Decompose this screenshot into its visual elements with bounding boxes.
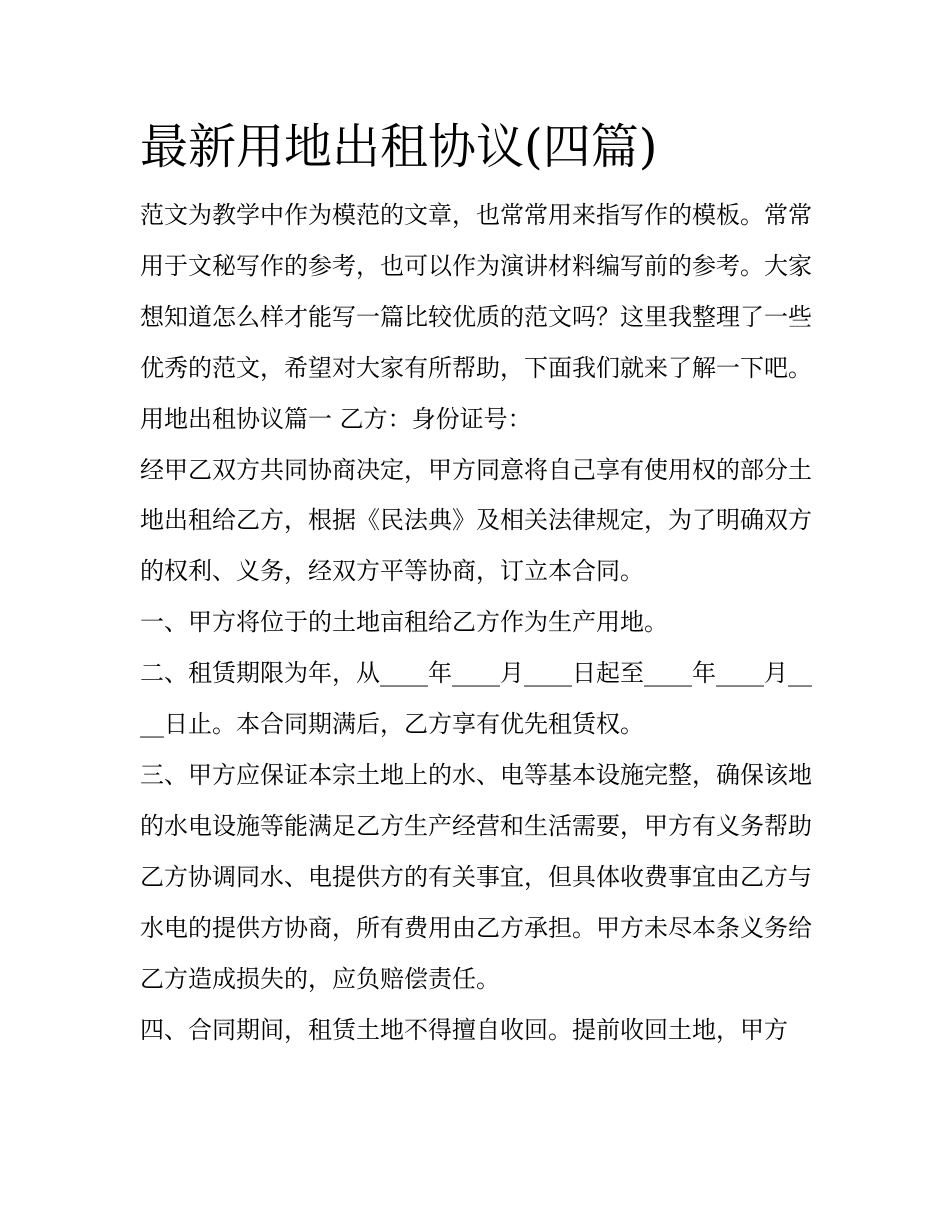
clause-1-paragraph: 一、甲方将位于的土地亩租给乙方作为生产用地。	[140, 608, 668, 637]
agreement-heading-paragraph: 用地出租协议篇一 乙方：身份证号：	[140, 404, 532, 433]
intro-paragraph: 范文为教学中作为模范的文章，也常常用来指写作的模板。常常用于文秘写作的参考，也可以作为演讲材料编写前的参考。大家想知道怎么样才能写一篇比较优质的范文吗？这里我整理了一些优秀的范文，希望对大家有所帮助，下面我们就来了解一下吧。	[140, 201, 812, 382]
document-body	[140, 190, 812, 1055]
clause-4-paragraph: 四、合同期间，租赁土地不得擅自收回。提前收回土地，甲方	[140, 1015, 788, 1044]
clause-2-paragraph: 二、租赁期限为年，从____年____月____日起至____年____月____日止。本合同期满后，乙方享有优先租赁权。	[140, 659, 812, 739]
preamble-paragraph: 经甲乙双方共同协商决定，甲方同意将自己享有使用权的部分土地出租给乙方，根据《民法典》及相关法律规定，为了明确双方的权利、义务，经双方平等协商，订立本合同。	[140, 455, 812, 586]
document-page	[140, 118, 812, 1055]
clause-3-paragraph: 三、甲方应保证本宗土地上的水、电等基本设施完整，确保该地的水电设施等能满足乙方生产经营和生活需要，甲方有义务帮助乙方协调同水、电提供方的有关事宜，但具体收费事宜由乙方与水电的提供方协商，所有费用由乙方承担。甲方未尽本条义务给乙方造成损失的，应负赔偿责任。	[140, 760, 812, 993]
document-title: 最新用地出租协议(四篇)	[140, 119, 658, 175]
